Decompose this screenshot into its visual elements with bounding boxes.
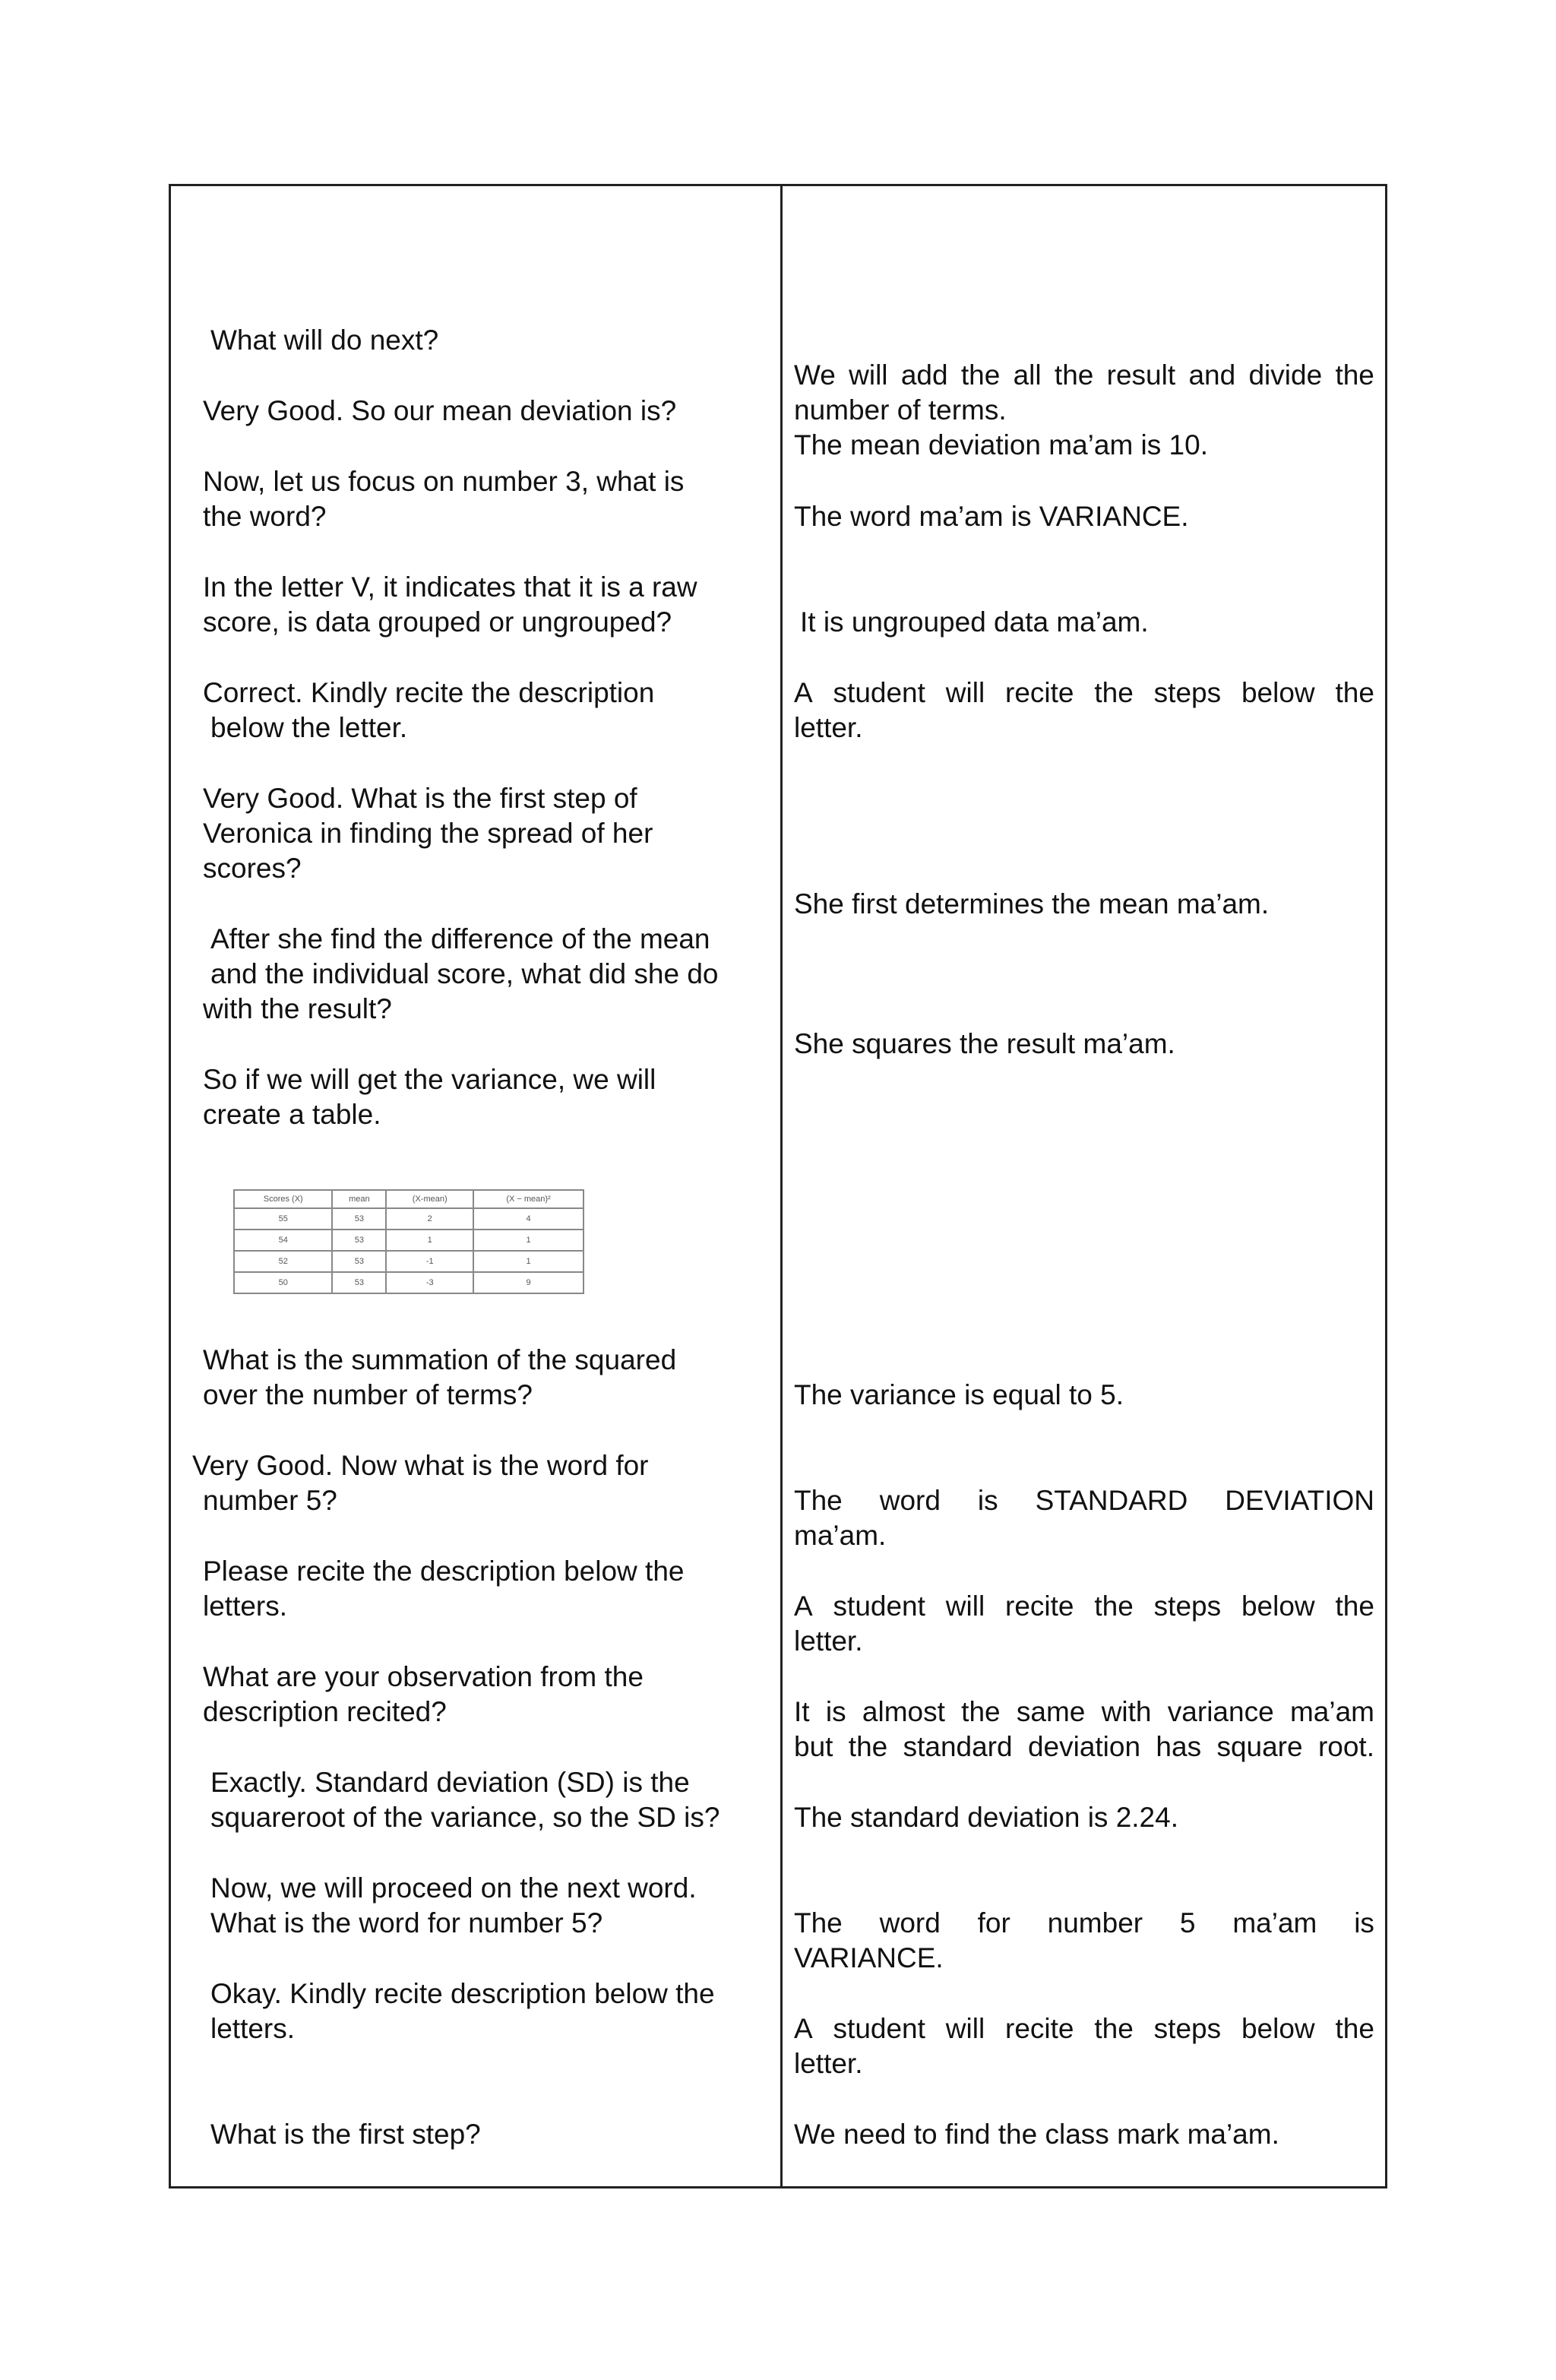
student-word: will [849, 359, 888, 391]
student-word: add [900, 359, 948, 391]
student-word: the [960, 359, 1001, 391]
student-word: steps [1153, 1590, 1222, 1622]
teacher-line: score, is data grouped or ungrouped? [203, 606, 672, 638]
mini-table-cell: 4 [473, 1208, 584, 1230]
student-line [794, 676, 1374, 711]
student-word: is [1354, 1907, 1374, 1938]
student-word: will [945, 677, 985, 708]
mini-table-cell: 54 [234, 1230, 332, 1251]
student-word: number [1047, 1907, 1143, 1938]
teacher-line: What is the first step? [210, 2119, 481, 2150]
teacher-line: the word? [203, 501, 327, 532]
student-line [794, 1730, 1374, 1764]
mini-table-cell: -3 [386, 1272, 473, 1293]
mini-table-cell: 53 [332, 1208, 386, 1230]
mini-table-cell: 9 [473, 1272, 584, 1293]
student-word: divide [1248, 359, 1323, 391]
mini-table-cell: -1 [386, 1251, 473, 1272]
teacher-line: What are your observation from the [203, 1661, 644, 1692]
student-word: standard [903, 1731, 1013, 1762]
mini-table-cell: 55 [234, 1208, 332, 1230]
student-word: The [794, 1907, 843, 1938]
teacher-line: letters. [203, 1590, 288, 1622]
mini-table-header: Scores (X) [234, 1190, 332, 1208]
student-word: below [1241, 2013, 1315, 2044]
student-word: square [1216, 1731, 1303, 1762]
student-word: A [794, 1590, 813, 1622]
teacher-line: Veronica in finding the spread of her [203, 818, 653, 849]
student-word: ma’am [1289, 1696, 1374, 1727]
student-word: the [1054, 359, 1094, 391]
student-line: We need to find the class mark ma’am. [794, 2119, 1279, 2150]
student-line [794, 358, 1374, 393]
student-line: The variance is equal to 5. [794, 1379, 1124, 1410]
student-line: She squares the result ma’am. [794, 1028, 1175, 1059]
teacher-line: What will do next? [210, 324, 439, 356]
mini-table-header: (X-mean) [386, 1190, 473, 1208]
teacher-line: create a table. [203, 1099, 381, 1130]
teacher-line: Very Good. What is the first step of [203, 783, 637, 814]
mini-table-cell: 53 [332, 1272, 386, 1293]
student-line: letter. [794, 712, 863, 743]
mini-table-row [234, 1230, 584, 1251]
teacher-line: over the number of terms? [203, 1379, 533, 1410]
student-line: It is ungrouped data ma’am. [800, 606, 1149, 638]
student-word: We [794, 359, 836, 391]
student-word: STANDARD [1035, 1485, 1188, 1516]
teacher-line: Now, we will proceed on the next word. [210, 1872, 697, 1904]
student-word: is [977, 1485, 998, 1516]
student-word: and [1188, 359, 1236, 391]
student-line [794, 1589, 1374, 1624]
teacher-line: number 5? [203, 1485, 337, 1516]
teacher-line: Please recite the description below the [203, 1556, 685, 1587]
teacher-line: below the letter. [210, 712, 408, 743]
teacher-line: with the result? [203, 993, 392, 1024]
student-line: letter. [794, 2048, 863, 2079]
mini-table-cell: 1 [473, 1230, 584, 1251]
student-word: word [879, 1907, 941, 1938]
student-word: 5 [1179, 1907, 1196, 1938]
student-word: DEVIATION [1225, 1485, 1374, 1516]
variance-table-image [233, 1189, 584, 1294]
teacher-line: Now, let us focus on number 3, what is [203, 466, 685, 497]
student-word: is [825, 1696, 846, 1727]
student-word: for [977, 1907, 1010, 1938]
teacher-line: Exactly. Standard deviation (SD) is the [210, 1767, 690, 1798]
student-word: The [794, 1485, 843, 1516]
student-word: below [1241, 677, 1315, 708]
student-line: The word ma’am is VARIANCE. [794, 501, 1189, 532]
student-word: will [945, 2013, 985, 2044]
lesson-table [169, 184, 1387, 2189]
student-word: below [1241, 1590, 1315, 1622]
teacher-line: Very Good. So our mean deviation is? [203, 395, 677, 426]
mini-table-cell: 2 [386, 1208, 473, 1230]
student-word: the [1094, 677, 1134, 708]
student-line: ma’am. [794, 1520, 887, 1551]
student-word: steps [1153, 677, 1222, 708]
mini-table-cell: 53 [332, 1251, 386, 1272]
teacher-line: description recited? [203, 1696, 447, 1727]
student-line: The standard deviation is 2.24. [794, 1802, 1178, 1833]
teacher-line: Very Good. Now what is the word for [192, 1450, 649, 1481]
mini-table-row [234, 1208, 584, 1230]
teacher-line: Okay. Kindly recite description below the [210, 1978, 715, 2009]
student-word: the [1335, 677, 1374, 708]
student-word: recite [1005, 2013, 1074, 2044]
teacher-line: After she find the difference of the mean [210, 923, 710, 954]
student-word: has [1156, 1731, 1202, 1762]
teacher-line: What is the summation of the squared [203, 1344, 677, 1375]
student-word: steps [1153, 2013, 1222, 2044]
student-word: A [794, 2013, 813, 2044]
student-word: root. [1317, 1731, 1374, 1762]
student-word: the [1094, 2013, 1134, 2044]
mini-table-cell: 1 [386, 1230, 473, 1251]
teacher-line: So if we will get the variance, we will [203, 1064, 656, 1095]
student-line: number of terms. [794, 394, 1007, 426]
student-line: She first determines the mean ma’am. [794, 888, 1270, 919]
student-word: ma’am [1232, 1907, 1317, 1938]
student-word: result [1106, 359, 1176, 391]
mini-table-cell: 1 [473, 1251, 584, 1272]
student-word: with [1101, 1696, 1152, 1727]
student-word: will [945, 1590, 985, 1622]
student-word: deviation [1027, 1731, 1141, 1762]
student-word: student [833, 2013, 925, 2044]
student-word: the [1094, 1590, 1134, 1622]
student-word: the [1335, 2013, 1374, 2044]
teacher-line: scores? [203, 853, 302, 884]
mini-table-header: (X − mean)² [473, 1190, 584, 1208]
student-line [794, 1906, 1374, 1941]
student-word: all [1013, 359, 1042, 391]
teacher-line: In the letter V, it indicates that it is a raw [203, 571, 697, 603]
student-word: It [794, 1696, 810, 1727]
mini-table-row [234, 1251, 584, 1272]
student-line [794, 1483, 1374, 1518]
student-word: the [848, 1731, 888, 1762]
student-word: same [1016, 1696, 1086, 1727]
teacher-line: squareroot of the variance, so the SD is? [210, 1802, 720, 1833]
student-line [794, 1695, 1374, 1730]
student-line: letter. [794, 1625, 863, 1657]
mini-table-cell: 52 [234, 1251, 332, 1272]
student-line [794, 2011, 1374, 2046]
student-line: The mean deviation ma’am is 10. [794, 429, 1208, 460]
student-word: student [833, 1590, 925, 1622]
teacher-line: What is the word for number 5? [210, 1907, 603, 1938]
teacher-line: Correct. Kindly recite the description [203, 677, 655, 708]
student-word: student [833, 677, 925, 708]
mini-table-cell: 50 [234, 1272, 332, 1293]
student-word: the [1335, 359, 1374, 391]
student-word: recite [1005, 1590, 1074, 1622]
mini-table-cell: 53 [332, 1230, 386, 1251]
column-divider [780, 186, 783, 2186]
student-word: but [794, 1731, 833, 1762]
student-word: word [879, 1485, 941, 1516]
mini-table-header: mean [332, 1190, 386, 1208]
student-word: the [1335, 1590, 1374, 1622]
teacher-line: letters. [210, 2013, 296, 2044]
student-line: VARIANCE. [794, 1942, 944, 1973]
student-word: the [961, 1696, 1001, 1727]
student-word: recite [1005, 677, 1074, 708]
teacher-line: and the individual score, what did she do [210, 958, 719, 989]
mini-table-row [234, 1272, 584, 1293]
student-word: variance [1167, 1696, 1274, 1727]
student-word: A [794, 677, 813, 708]
student-word: almost [862, 1696, 945, 1727]
